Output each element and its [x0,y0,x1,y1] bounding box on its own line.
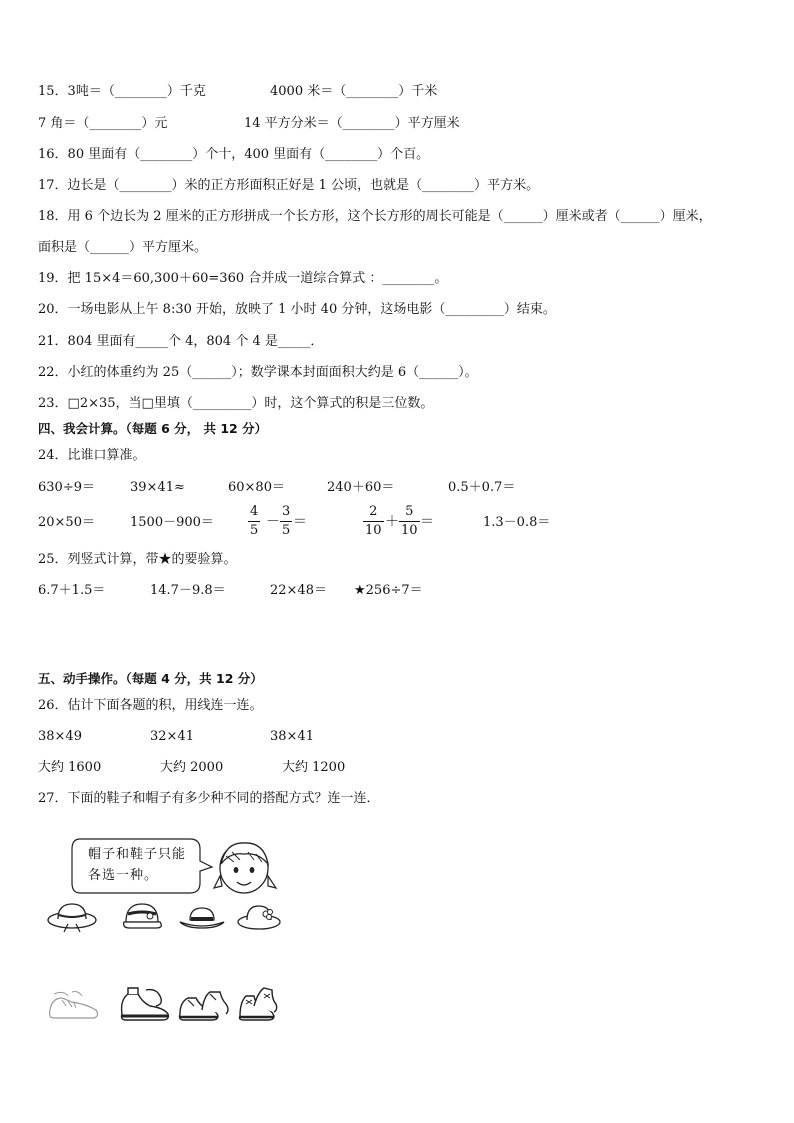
question-18-line2: 面积是（______）平方厘米。 [38,240,208,255]
fraction-bar [280,521,292,522]
question-26: 26．估计下面各题的积，用线连一连。 [38,698,263,713]
expression: 32×41 [150,729,194,744]
operator: ＋ [385,514,399,530]
question-20: 20．一场电影从上午 8:30 开始，放映了 1 小时 40 分钟，这场电影（_________）结束。 [38,302,556,317]
section-4-heading: 四、我会计算。（每题 6 分， 共 12 分） [38,421,268,436]
q15-right: 4000 米＝（________）千米 [270,84,438,99]
calc-item: 14.7－9.8＝ [150,583,226,598]
calc-item: 1.3－0.8＝ [483,515,551,530]
question-17: 17．边长是（________）米的正方形面积正好是 1 公顷，也就是（________）平方米。 [38,178,540,193]
girl-icon [212,838,278,900]
question-23: 23．□2×35，当□里填（_________）时，这个算式的积是三位数。 [38,396,434,411]
question-19: 19．把 15×4＝60,300＋60=360 合并成一道综合算式 ：________。 [38,271,448,286]
fraction-denominator: 5 [282,523,291,538]
fraction [280,504,292,539]
q15b-left: 7 角＝（________）元 [38,116,168,131]
section-5-heading: 五、动手操作。（每题 4 分，共 12 分） [38,671,263,686]
calc-item: 60×80＝ [228,480,285,495]
fraction-denominator: 10 [401,523,418,538]
bubble-line-2: 各选一种。 [88,868,159,883]
calc-item: 0.5＋0.7＝ [448,480,516,495]
q15-left: 15．3吨＝（________）千克 [38,84,206,99]
fraction-numerator: 5 [405,504,414,519]
fraction-bar [399,521,420,522]
question-21: 21．804 里面有_____个 4，804 个 4 是_____． [38,334,324,349]
calc-item: 20×50＝ [38,515,95,530]
fraction-denominator: 5 [250,523,259,538]
question-27: 27．下面的鞋子和帽子有多少种不同的搭配方式？连一连． [38,791,380,806]
fraction-bar [248,521,260,522]
operator: － [266,514,280,530]
calc-item: ★256÷7＝ [354,583,423,598]
fraction-numerator: 2 [369,504,378,519]
fraction-denominator: 10 [365,523,382,538]
flower-hat-icon [236,898,282,934]
question-25: 25．列竖式计算，带★的要验算。 [38,552,237,567]
question-18-line1: 18．用 6 个边长为 2 厘米的正方形拼成一个长方形，这个长方形的周长可能是（______）厘米或者（______）厘米， [38,209,712,224]
calc-item: 6.7＋1.5＝ [38,583,106,598]
question-24: 24．比谁口算准。 [38,448,146,463]
equals-sign: ＝ [293,514,307,530]
cap-icon [120,898,166,934]
calc-item: 240＋60＝ [327,480,395,495]
boots-icon [176,984,232,1024]
bubble-line-1: 帽子和鞋子只能 [88,847,187,862]
expression: 38×41 [270,729,314,744]
equals-sign: ＝ [420,514,434,530]
question-16: 16．80 里面有（________）个十，400 里面有（________）个百。 [38,147,430,162]
calc-item: 1500－900＝ [130,515,214,530]
calc-item: 22×48＝ [270,583,327,598]
boot-icon [116,984,174,1024]
fraction-numerator: 4 [250,504,259,519]
estimate: 大约 1200 [282,760,346,775]
sneaker-icon [46,988,102,1022]
expression: 38×49 [38,729,82,744]
hiking-boots-icon [236,984,280,1024]
fraction [248,504,260,539]
estimate: 大约 1600 [38,760,102,775]
fraction [399,504,420,539]
estimate: 大约 2000 [160,760,224,775]
fraction [363,504,384,539]
fedora-icon [178,900,226,934]
q15b-right: 14 平方分米＝（________）平方厘米 [244,116,460,131]
fraction-numerator: 3 [282,504,291,519]
question-22: 22．小红的体重约为 25（______）；数学课本封面面积大约是 6（______）。 [38,365,478,380]
hat-icon [46,898,98,934]
fraction-bar [363,521,384,522]
calc-item: 39×41≈ [130,480,185,495]
calc-item: 630÷9＝ [38,480,95,495]
